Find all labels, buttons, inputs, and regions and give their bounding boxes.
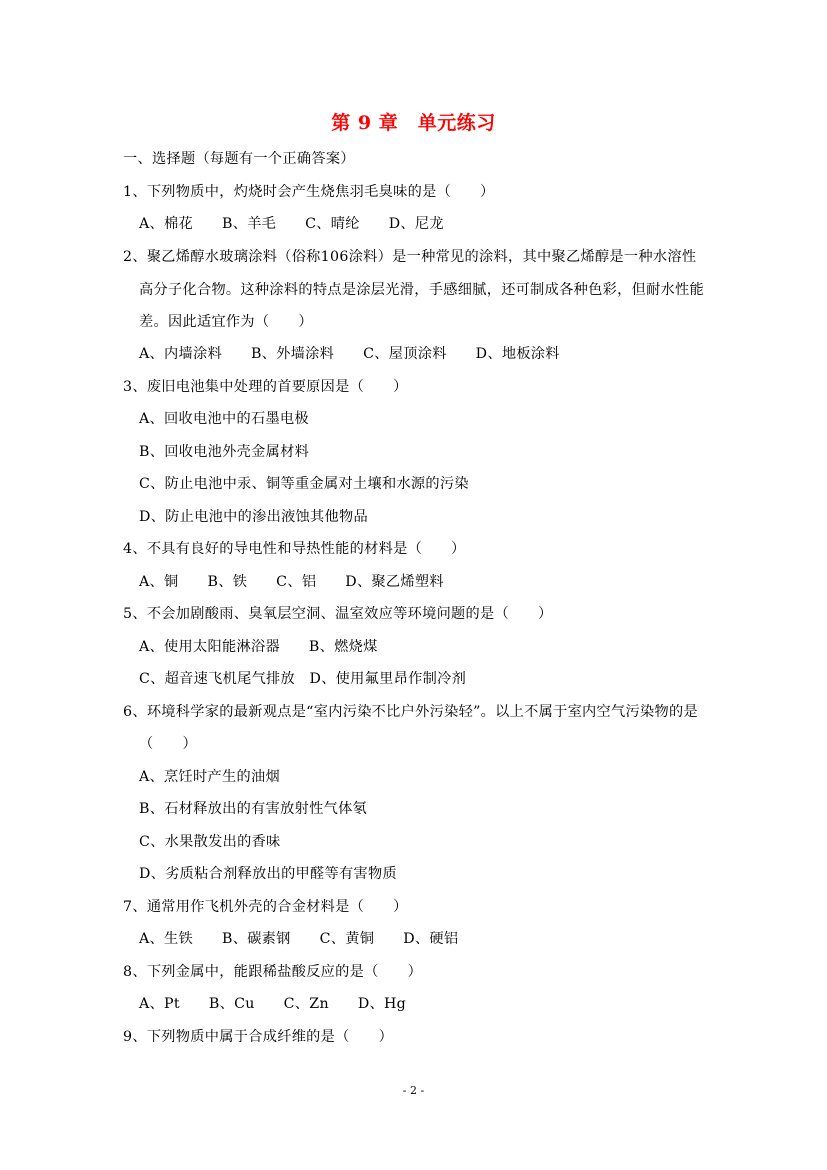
question-2-stem-line-2: 高分子化合物。这种涂料的特点是涂层光滑，手感细腻，还可制成各种色彩，但耐水性能 bbox=[139, 282, 705, 298]
question-3-option-d: D、防止电池中的渗出液蚀其他物品 bbox=[139, 509, 368, 525]
section-heading: 一、选择题（每题有一个正确答案） bbox=[123, 151, 355, 167]
question-2-stem-line-3: 差。因此适宜作为（ ） bbox=[139, 314, 313, 330]
question-6-stem-line-1: 6、环境科学家的最新观点是“室内污染不比户外污染轻”。以上不属于室内空气污染物的是 bbox=[123, 704, 698, 720]
question-6-option-d: D、劣质粘合剂释放出的甲醛等有害物质 bbox=[139, 866, 397, 882]
question-6-option-b: B、石材释放出的有害放射性气体氡 bbox=[139, 801, 368, 817]
question-1-stem: 1、下列物质中，灼烧时会产生烧焦羽毛臭味的是（ ） bbox=[123, 184, 495, 200]
question-6-option-c: C、水果散发出的香味 bbox=[139, 834, 281, 850]
question-3-option-b: B、回收电池外壳金属材料 bbox=[139, 444, 310, 460]
question-1-options: A、棉花 B、羊毛 C、晴纶 D、尼龙 bbox=[139, 216, 444, 232]
question-6-option-a: A、烹饪时产生的油烟 bbox=[139, 769, 280, 785]
question-5-stem: 5、不会加剧酸雨、臭氧层空洞、温室效应等环境问题的是（ ） bbox=[123, 606, 553, 622]
question-6-stem-line-2: （ ） bbox=[139, 736, 197, 752]
question-3-option-a: A、回收电池中的石墨电极 bbox=[139, 411, 309, 427]
question-5-options-line-1: A、使用太阳能淋浴器 B、燃烧煤 bbox=[139, 639, 378, 655]
question-9-stem: 9、下列物质中属于合成纤维的是（ ） bbox=[123, 1029, 394, 1045]
question-3-stem: 3、废旧电池集中处理的首要原因是（ ） bbox=[123, 379, 408, 395]
question-5-options-line-2: C、超音速飞机尾气排放 D、使用氟里昂作制冷剂 bbox=[139, 671, 467, 687]
question-8-options: A、Pt B、Cu C、Zn D、Hg bbox=[139, 996, 407, 1012]
question-2-options: A、内墙涂料 B、外墙涂料 C、屋顶涂料 D、地板涂料 bbox=[139, 346, 560, 362]
question-2-stem-line-1: 2、聚乙烯醇水玻璃涂料（俗称106涂料）是一种常见的涂料，其中聚乙烯醇是一种水溶性 bbox=[123, 249, 697, 265]
page-number: - 2 - bbox=[402, 1084, 425, 1097]
question-8-stem: 8、下列金属中，能跟稀盐酸反应的是（ ） bbox=[123, 964, 423, 980]
question-4-stem: 4、不具有良好的导电性和导热性能的材料是（ ） bbox=[123, 541, 466, 557]
document-title: 第 9 章 单元练习 bbox=[331, 112, 496, 134]
question-7-stem: 7、通常用作飞机外壳的合金材料是（ ） bbox=[123, 899, 408, 915]
question-7-options: A、生铁 B、碳素钢 C、黄铜 D、硬铝 bbox=[139, 931, 459, 947]
question-3-option-c: C、防止电池中汞、铜等重金属对土壤和水源的污染 bbox=[139, 476, 469, 492]
question-4-options: A、铜 B、铁 C、铝 D、聚乙烯塑料 bbox=[139, 574, 444, 590]
